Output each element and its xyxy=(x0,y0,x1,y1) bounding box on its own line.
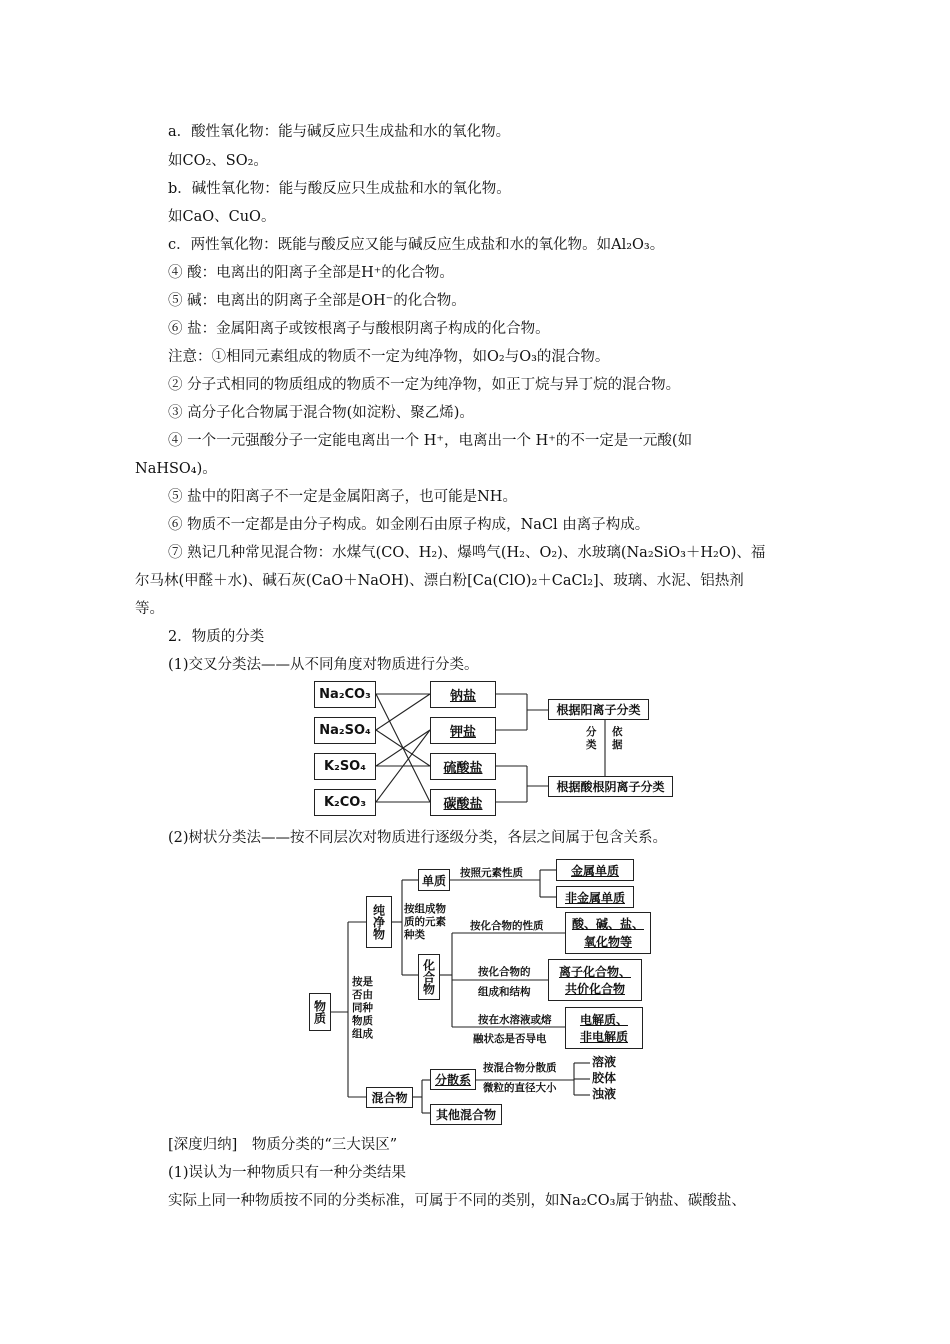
dispersion-box: 分散系 xyxy=(430,1069,476,1090)
text-line: 等。 xyxy=(135,601,164,617)
text-line: ⑥ 盐：金属阳离子或铵根离子与酸根阴离子构成的化合物。 xyxy=(168,321,550,337)
text-line: ④ 一个一元强酸分子一定能电离出一个 H⁺，电离出一个 H⁺的不一定是一元酸(如 xyxy=(168,433,693,449)
rule-label: 按混合物分散质 xyxy=(483,1062,557,1074)
rule-label: 按在水溶液或熔 xyxy=(478,1014,552,1026)
category-box: 硫酸盐 xyxy=(430,753,496,780)
compound-structure-line: 共价化合物 xyxy=(564,982,625,996)
dispersion-type: 溶液 xyxy=(592,1055,617,1069)
text-line: b．碱性氧化物：能与酸反应只生成盐和水的氧化物。 xyxy=(168,181,511,197)
rule-label: 按照元素性质 xyxy=(460,867,523,879)
nonmetal-box: 非金属单质 xyxy=(556,886,634,908)
rule-label: 微粒的直径大小 xyxy=(483,1082,557,1094)
text-line: 如CO₂、SO₂。 xyxy=(168,153,268,169)
text-line: ⑦ 熟记几种常见混合物：水煤气(CO、H₂)、爆鸣气(H₂、O₂)、水玻璃(Na₂SiO₃＋H₂O)、福 xyxy=(168,545,766,561)
text-line: (2)树状分类法——按不同层次对物质进行逐级分类，各层之间属于包含关系。 xyxy=(168,830,668,846)
rule-label: 按组成物质的元素种类 xyxy=(404,903,446,941)
electrolyte-box xyxy=(565,1007,643,1049)
metal-box: 金属单质 xyxy=(556,859,634,881)
compound-structure-box xyxy=(548,959,642,1001)
element-box: 单质 xyxy=(418,869,450,891)
text-line: ③ 高分子化合物属于混合物(如淀粉、聚乙烯)。 xyxy=(168,405,474,421)
pure-box: 纯净物 xyxy=(366,896,392,948)
formula-box: Na₂CO₃ xyxy=(314,681,376,708)
category-box: 碳酸盐 xyxy=(430,789,496,816)
rule-label: 按是否由同种物质组成 xyxy=(352,976,373,1040)
other-mixture-box: 其他混合物 xyxy=(430,1104,502,1125)
text-line: (1)交叉分类法——从不同角度对物质进行分类。 xyxy=(168,657,479,673)
text-line: 如CaO、CuO。 xyxy=(168,209,276,225)
rule-label: 融状态是否导电 xyxy=(473,1033,547,1045)
category-box: 钠盐 xyxy=(430,681,496,708)
text-line: ② 分子式相同的物质组成的物质不一定为纯净物，如正丁烷与异丁烷的混合物。 xyxy=(168,377,681,393)
text-line: 尔马林(甲醛＋水)、碱石灰(CaO＋NaOH)、漂白粉[Ca(ClO)₂＋CaCl₂]、玻璃、水泥、铝热剂 xyxy=(135,573,744,589)
root-box: 物质 xyxy=(309,993,331,1031)
category-box: 钾盐 xyxy=(430,717,496,744)
text-line: NaHSO₄)。 xyxy=(135,461,217,477)
text-line: ④ 酸：电离出的阳离子全部是H⁺的化合物。 xyxy=(168,265,454,281)
dispersion-type: 胶体 xyxy=(592,1071,617,1085)
electrolyte-line: 电解质、 xyxy=(579,1013,628,1027)
text-line: ⑥ 物质不一定都是由分子构成。如金刚石由原子构成，NaCl 由离子构成。 xyxy=(168,517,650,533)
text-line: 实际上同一种物质按不同的分类标准，可属于不同的类别，如Na₂CO₃属于钠盐、碳酸盐、 xyxy=(168,1193,746,1209)
text-line: (1)误认为一种物质只有一种分类结果 xyxy=(168,1165,407,1181)
text-line: c．两性氧化物：既能与酸反应又能与碱反应生成盐和水的氧化物。如Al₂O₃。 xyxy=(168,237,665,253)
section-heading: 2．物质的分类 xyxy=(168,629,265,645)
dispersion-type: 浊液 xyxy=(592,1087,617,1101)
text-line: [深度归纳] 物质分类的“三大误区” xyxy=(168,1137,398,1153)
formula-box: K₂CO₃ xyxy=(314,789,376,816)
compound-box: 化合物 xyxy=(418,954,440,1000)
basis-label: 依据 xyxy=(612,726,623,751)
text-line: ⑤ 碱：电离出的阴离子全部是OH⁻的化合物。 xyxy=(168,293,466,309)
rule-label: 按化合物的 xyxy=(478,966,531,978)
formula-box: K₂SO₄ xyxy=(314,753,376,780)
rule-label: 组成和结构 xyxy=(478,986,531,998)
basis-box-anion: 根据酸根阴离子分类 xyxy=(548,776,673,797)
text-line: ⑤ 盐中的阳离子不一定是金属阳离子，也可能是NH。 xyxy=(168,489,517,505)
rule-label: 按化合物的性质 xyxy=(470,920,544,932)
compound-type-box: 酸、碱、盐、氧化物等 xyxy=(565,912,651,954)
compound-structure-line: 离子化合物、 xyxy=(558,965,631,979)
mixture-box: 混合物 xyxy=(366,1087,413,1108)
basis-label: 分类 xyxy=(586,726,597,751)
formula-box: Na₂SO₄ xyxy=(314,717,376,744)
basis-box-cation: 根据阳离子分类 xyxy=(548,699,649,720)
text-line: a．酸性氧化物：能与碱反应只生成盐和水的氧化物。 xyxy=(168,124,511,140)
text-line: 注意：①相同元素组成的物质不一定为纯净物，如O₂与O₃的混合物。 xyxy=(168,349,610,365)
electrolyte-line: 非电解质 xyxy=(579,1030,628,1044)
